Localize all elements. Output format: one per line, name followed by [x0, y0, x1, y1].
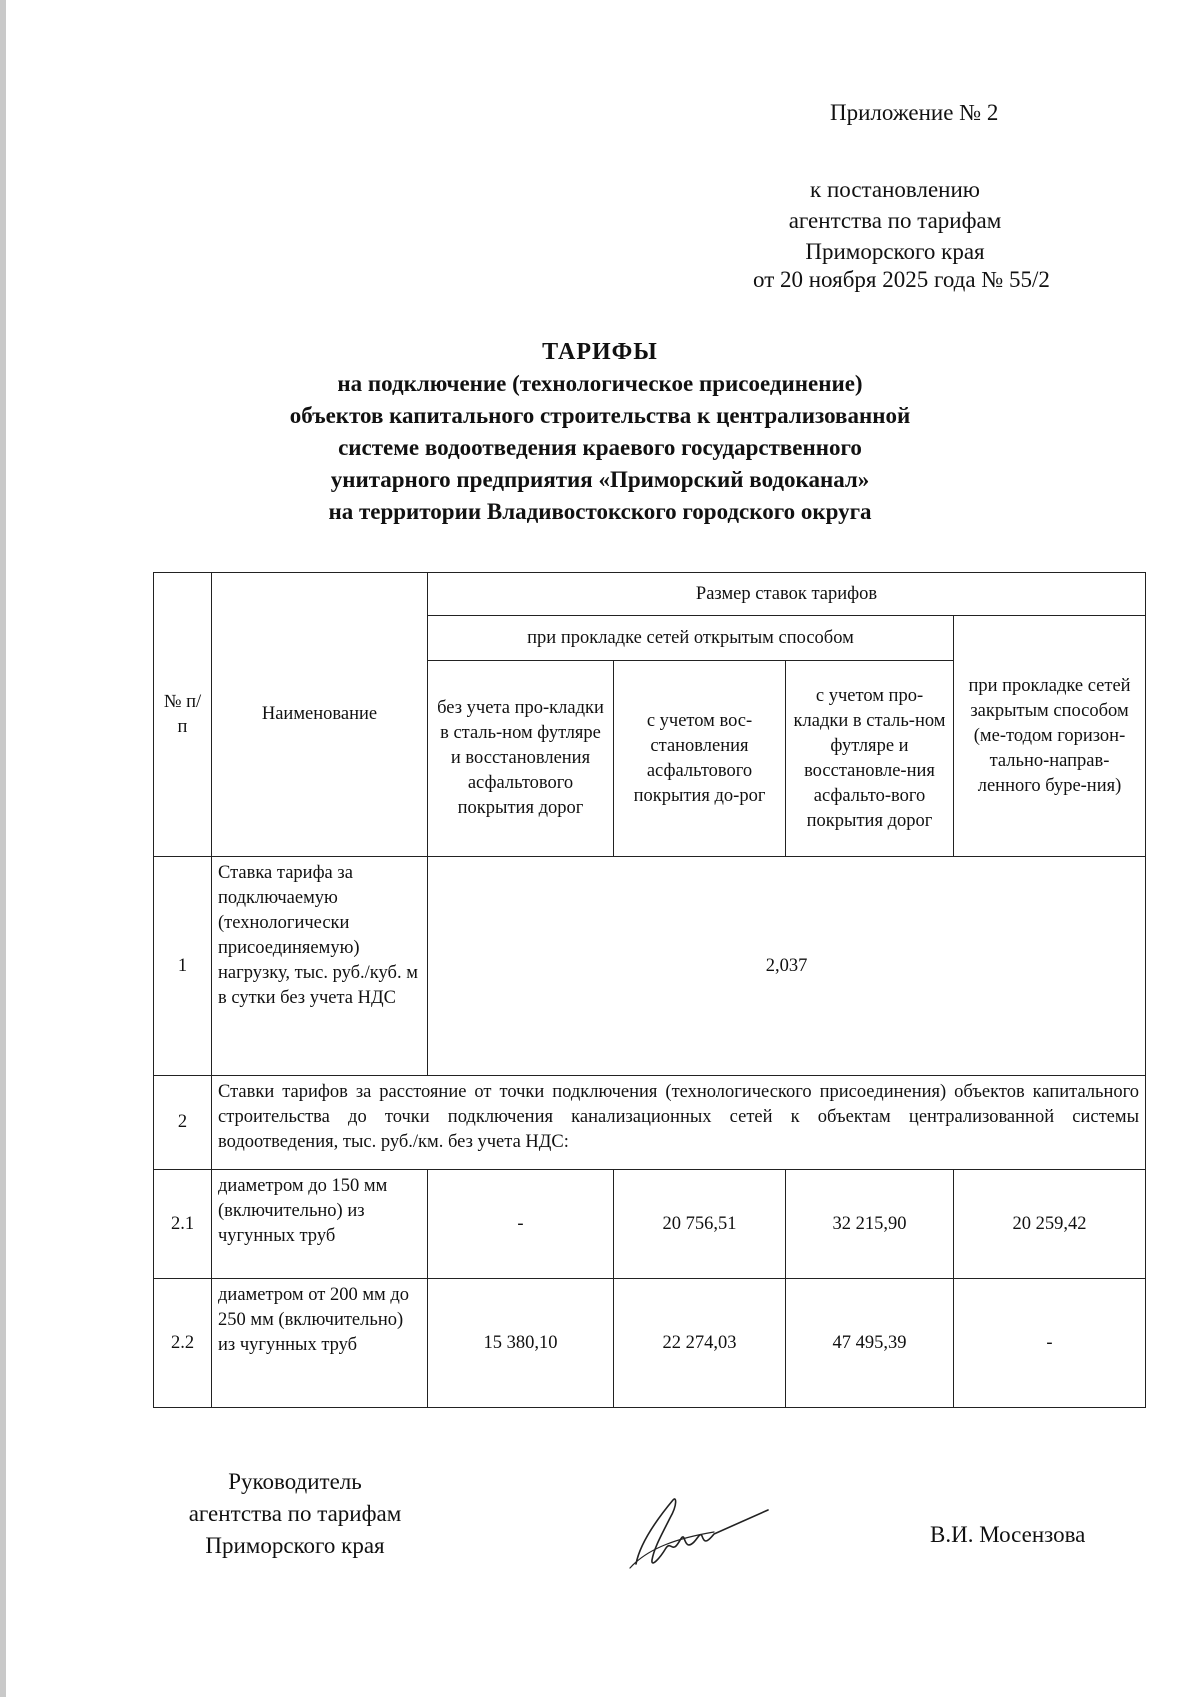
row-value-1: -	[428, 1170, 614, 1279]
header-no: № п/п	[154, 573, 212, 857]
row-value-3: 47 495,39	[786, 1279, 954, 1408]
row-value-2: 20 756,51	[614, 1170, 786, 1279]
scan-edge	[0, 0, 6, 1697]
signatory-position-line: Приморского края	[205, 1533, 385, 1558]
signatory-position-line: Руководитель	[228, 1469, 362, 1494]
row-value-4: -	[954, 1279, 1146, 1408]
row-name: Ставка тарифа за подключаемую (технологически присоединяемую) нагрузку, тыс. руб./куб. м в сутки без учета НДС	[212, 857, 428, 1076]
table-row	[154, 1076, 1146, 1170]
signatory-position-line: агентства по тарифам	[188, 1501, 402, 1526]
row-value-4: 20 259,42	[954, 1170, 1146, 1279]
header-open-method: при прокладке сетей открытым способом	[428, 616, 954, 661]
row-name: диаметром от 200 мм до 250 мм (включительно) из чугунных труб	[212, 1279, 428, 1408]
row-value: 2,037	[428, 857, 1146, 1076]
row-value-3: 32 215,90	[786, 1170, 954, 1279]
row-number: 2.2	[154, 1279, 212, 1408]
title-line: на подключение (технологическое присоединение)	[337, 371, 863, 396]
signatory-name: В.И. Мосензова	[930, 1522, 1086, 1547]
row-name: Ставки тарифов за расстояние от точки подключения (технологического присоединения) объектов капитального строительства до точки подключения канализационных сетей к объектам централизованной системы водоотведения, тыс. руб./км. без учета НДС:	[212, 1076, 1146, 1170]
appendix-block	[740, 174, 1050, 267]
appendix-region: Приморского края	[805, 239, 985, 264]
title-line: на территории Владивостокского городского округа	[328, 499, 872, 524]
table-row	[154, 1279, 1146, 1408]
row-value-1: 15 380,10	[428, 1279, 614, 1408]
header-subcol-3: с учетом про-кладки в сталь-ном футляре и восстановле-ния асфальто-вого покрытия дорог	[786, 661, 954, 857]
row-value-2: 22 274,03	[614, 1279, 786, 1408]
header-rates: Размер ставок тарифов	[428, 573, 1146, 616]
row-number: 2.1	[154, 1170, 212, 1279]
title-line: унитарного предприятия «Приморский водоканал»	[330, 467, 870, 492]
handwritten-signature	[618, 1488, 788, 1578]
appendix-label: Приложение № 2	[830, 100, 999, 125]
row-number: 1	[154, 857, 212, 1076]
row-name: диаметром до 150 мм (включительно) из чугунных труб	[212, 1170, 428, 1279]
appendix-date: от 20 ноября 2025 года № 55/2	[753, 267, 1050, 292]
signatory-position	[150, 1466, 440, 1562]
header-closed-method: при прокладке сетей закрытым способом (ме-тодом горизон-тально-направ-ленного буре-ния)	[954, 616, 1146, 857]
appendix-agency: агентства по тарифам	[788, 208, 1002, 233]
tariffs-table	[153, 572, 1146, 1408]
header-name: Наименование	[212, 573, 428, 857]
table-row	[154, 857, 1146, 1076]
header-subcol-2: с учетом вос-становления асфальтового покрытия до-рог	[614, 661, 786, 857]
row-number: 2	[154, 1076, 212, 1170]
title-line: системе водоотведения краевого государственного	[338, 435, 862, 460]
title-line: объектов капитального строительства к централизованной	[289, 403, 911, 428]
title-main: ТАРИФЫ	[542, 339, 658, 365]
table-row	[154, 1170, 1146, 1279]
document-title	[200, 336, 1000, 528]
appendix-to-decree: к постановлению	[810, 177, 980, 202]
table-header-row	[154, 573, 1146, 616]
header-subcol-1: без учета про-кладки в сталь-ном футляре и восстановления асфальтового покрытия дорог	[428, 661, 614, 857]
